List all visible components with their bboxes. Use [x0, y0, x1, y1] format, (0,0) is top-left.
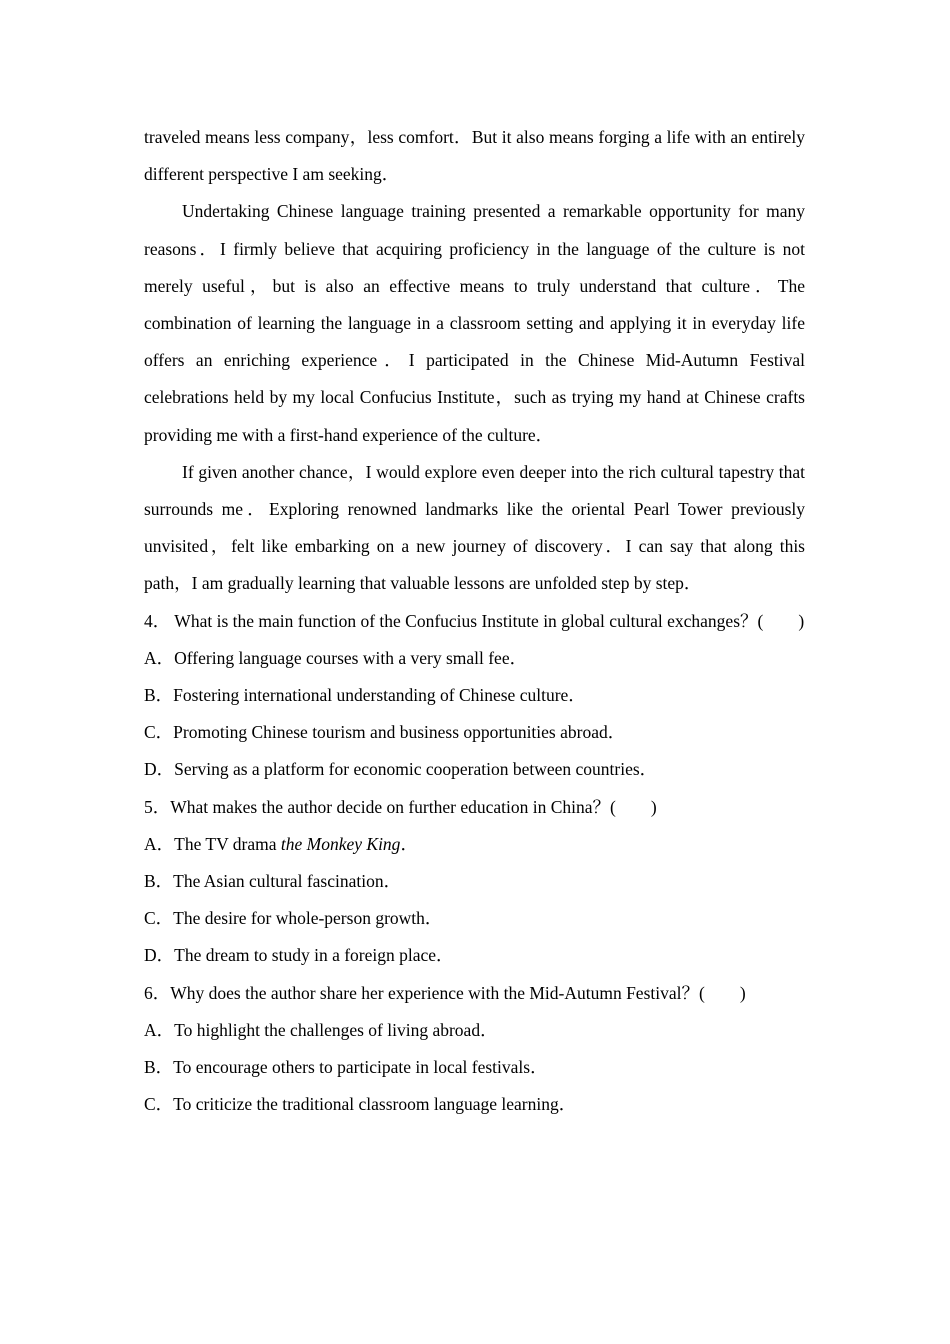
question-4-option-c: C．Promoting Chinese tourism and business opportunities abroad．: [144, 722, 626, 743]
question-5-stem: 5．What makes the author decide on further education in China？( ): [144, 796, 657, 817]
question-5-option-a-prefix: A．The TV drama: [144, 833, 281, 854]
question-5: [144, 789, 805, 975]
question-5-option-a-suffix: ．: [400, 833, 418, 854]
document-page: [144, 119, 805, 1123]
question-5-option-b: B．The Asian cultural fascination．: [144, 871, 402, 892]
passage-paragraph-2: Undertaking Chinese language training presented a remarkable opportunity for many reasons．I firmly believe that acquiring proficiency in the language of the culture is not merely useful，but is also an effective means to truly understand that culture．The combination of learning the language in a classroom setting and applying it in everyday life offers an enriching experience．I participated in the Chinese Mid-Autumn Festival celebrations held by my local Confucius Institute，such as trying my hand at Chinese crafts providing me with a first-hand experience of the culture．: [144, 201, 805, 445]
question-6-stem: 6．Why does the author share her experience with the Mid-Autumn Festival？( ): [144, 982, 746, 1003]
question-6-option-a: A．To highlight the challenges of living abroad．: [144, 1019, 498, 1040]
question-4-option-b: B．Fostering international understanding of Chinese culture．: [144, 685, 586, 706]
question-4-option-d: D．Serving as a platform for economic cooperation between countries．: [144, 759, 658, 780]
question-4: [144, 603, 805, 789]
question-5-option-c: C．The desire for whole-person growth．: [144, 908, 443, 929]
passage-paragraph-1: traveled means less company，less comfort．But it also means forging a life with an entirely different perspective I am seeking．: [144, 127, 805, 185]
question-6-option-b: B．To encourage others to participate in local festivals．: [144, 1057, 548, 1078]
question-6-option-c: C．To criticize the traditional classroom language learning．: [144, 1094, 577, 1115]
question-4-stem: 4． What is the main function of the Confucius Institute in global cultural exchanges？( ): [144, 610, 805, 631]
passage-paragraph-3: If given another chance，I would explore even deeper into the rich cultural tapestry that surrounds me．Exploring renowned landmarks like the oriental Pearl Tower previously unvisited，felt like embarking on a new journey of discovery．I can say that along this path，I am gradually learning that valuable lessons are unfolded step by step．: [144, 461, 805, 594]
question-6: [144, 975, 805, 1124]
question-5-option-a-title: the Monkey King: [280, 833, 401, 854]
question-5-option-d: D．The dream to study in a foreign place．: [144, 945, 454, 966]
question-5-option-a: [144, 826, 805, 863]
question-4-option-a: A．Offering language courses with a very small fee．: [144, 647, 528, 668]
